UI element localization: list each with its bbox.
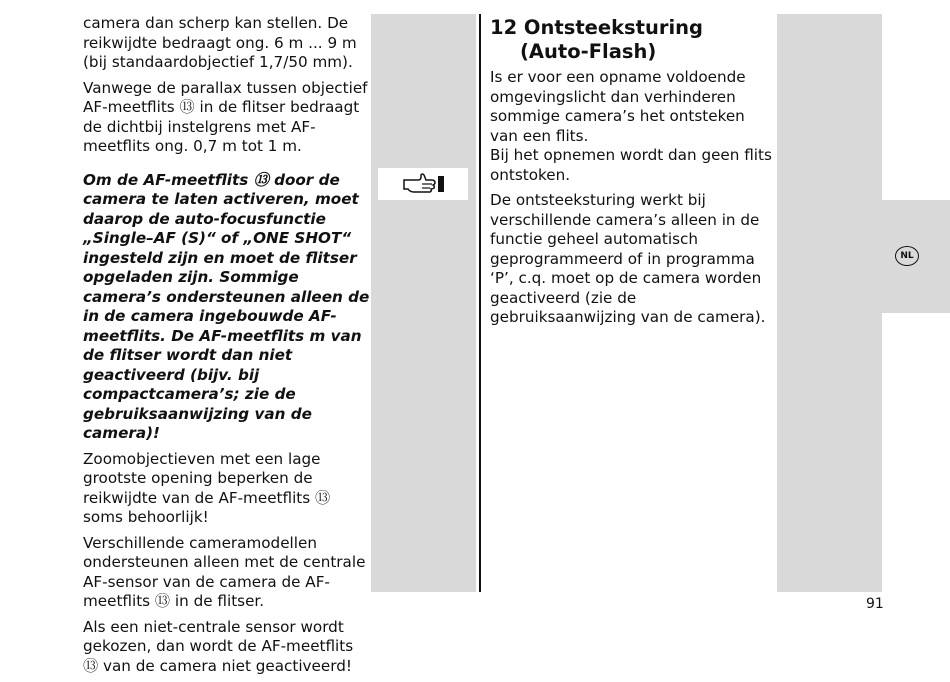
heading-line-1: 12 Ontsteeksturing: [490, 16, 704, 39]
left-margin-band: [371, 14, 476, 592]
note-marker: [378, 168, 468, 200]
page-number: 91: [866, 596, 884, 612]
right-text-column: [490, 14, 772, 334]
important-note: Om de AF-meetflits ⑬ door de camera te laten activeren, moet daarop de auto-focusfunctie „Single–AF (S)“ of „ONE SHOT“ ingesteld zijn en moet de flitser opgeladen zijn. Sommige camera’s ondersteunen alleen de in de camera ingebouwde AF-meetflits. De AF-meetflits m van de flitser wordt dan niet geactiveerd (bijv. bij compactcamera’s; zie de gebruiksaanwijzing van de camera)!: [83, 170, 370, 442]
paragraph: Verschillende cameramodellen ondersteunen alleen met de centrale AF-sensor van de camera de AF-meetflits ⑬ in de flitser.: [83, 533, 366, 610]
heading-line-2: (Auto-Flash): [520, 40, 657, 63]
paragraph: Bij het opnemen wordt dan geen flits ontstoken.: [490, 146, 772, 184]
section-heading: [490, 16, 772, 64]
column-divider: [479, 14, 481, 592]
paragraph: Vanwege de parallax tussen objectief AF-meetflits ⑬ in de flitser bedraagt de dichtbij instelgrens met AF-meetflits ong. 0,7 m tot 1 m.: [83, 78, 368, 155]
right-margin-band-top: [777, 14, 882, 592]
left-text-column: [83, 14, 371, 682]
language-badge: NL: [895, 246, 919, 266]
paragraph: camera dan scherp kan stellen. De reikwijdte bedraagt ong. 6 m ... 9 m (bij standaardobjectief 1,7/50 mm).: [83, 14, 357, 71]
paragraph: Is er voor een opname voldoende omgevingslicht dan verhinderen sommige camera’s het ontsteken van een flits.: [490, 68, 746, 145]
paragraph: De ontsteeksturing werkt bij verschillende camera’s alleen in de functie geheel automatisch geprogrammeerd of in programma ‘P’, c.q. moet op de camera worden geactiveerd (zie de gebruiksaanwijzing van de camera).: [490, 191, 766, 326]
pointing-hand-icon: [400, 171, 446, 197]
paragraph: Zoomobjectieven met een lage grootste opening beperken de reikwijdte van de AF-meetflits ⑬ soms behoorlijk!: [83, 449, 331, 526]
paragraph: Als een niet-centrale sensor wordt gekozen, dan wordt de AF-meetflits ⑬ van de camera niet geactiveerd!: [83, 617, 354, 675]
